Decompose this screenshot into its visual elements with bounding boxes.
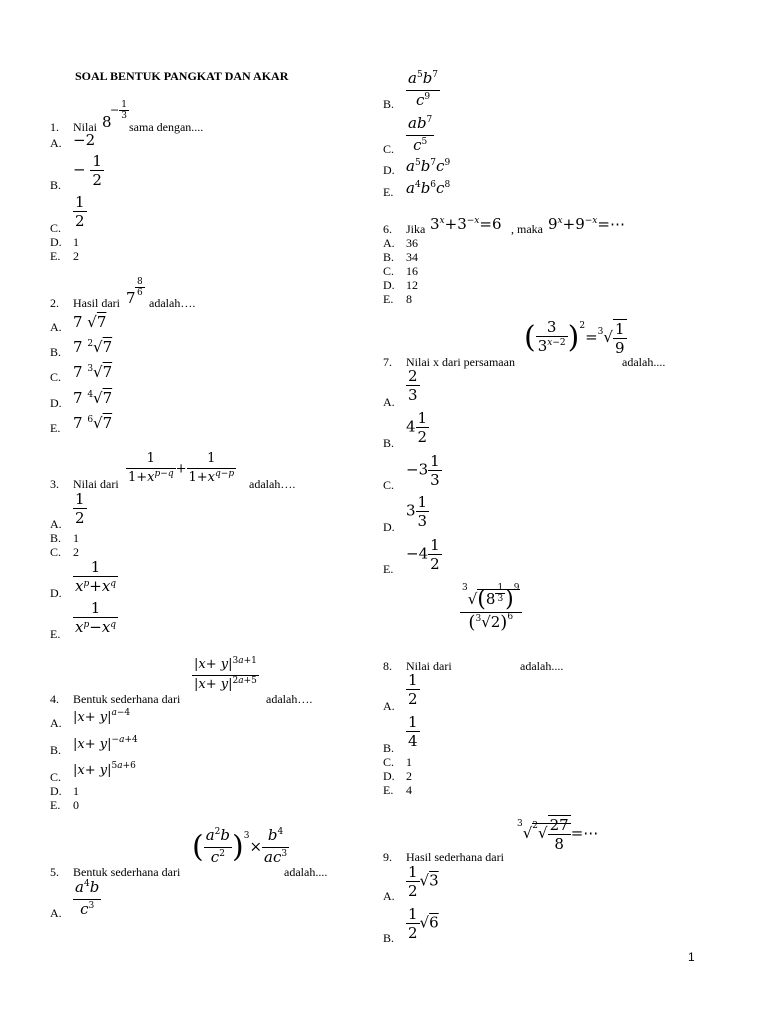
math-expression: $\frac{1}{1+x^{p-q}}$ + $\frac{1}{1+x^{q-p}}$ (126, 450, 236, 488)
math-expression: $\frac{1}{x^p-x^q}$ (73, 599, 118, 639)
math-expression: −3 $\frac{1}{3}$ (406, 452, 440, 489)
question-number: 7. (383, 355, 392, 369)
option-label: E. (383, 783, 394, 797)
option-label: E. (50, 798, 61, 812)
math-expression: $3^x+3^{-x}=6$ (430, 215, 502, 233)
math-exponent: $\frac{8}{6}$ (137, 277, 143, 298)
option-label: A. (50, 517, 62, 531)
option-label: C. (50, 370, 62, 384)
option-label: B. (383, 250, 395, 264)
math-expression: $|x+ y|^{5a+6}$ (73, 761, 136, 778)
option-label: A. (50, 136, 62, 150)
question-prefix: Jika (406, 222, 426, 236)
math-expression: $\frac{a^5b^7}{c^9}$ (406, 69, 440, 112)
math-expression: $\frac{1}{2}$ √3 (408, 863, 439, 900)
option-label: B. (50, 345, 62, 359)
question-prefix: Bentuk sederhana dari (73, 692, 181, 706)
math-expression: $^3$√$^2$√ $\frac{27}{8}$ =⋯ (517, 816, 599, 853)
option-answer: 8 (406, 292, 412, 306)
question-number: 3. (50, 477, 59, 491)
math-expression: − $\frac{1}{2}$ (73, 152, 102, 189)
math-expression: 7 $^6$√7 (73, 414, 113, 432)
option-answer: 1 (406, 755, 412, 769)
option-answer: 16 (406, 264, 418, 278)
option-label: C. (383, 142, 395, 156)
option-label: A. (383, 236, 395, 250)
math-expression: 7 (126, 289, 136, 307)
question-number: 2. (50, 296, 59, 310)
question-suffix: adalah…. (266, 692, 313, 706)
option-label: C. (383, 264, 395, 278)
option-label: D. (383, 769, 395, 783)
option-answer: 2 (73, 545, 79, 559)
question-suffix: adalah.... (622, 355, 666, 369)
option-label: A. (50, 716, 62, 730)
document-title: SOAL BENTUK PANGKAT DAN AKAR (75, 69, 289, 83)
option-label: E. (50, 249, 61, 263)
option-answer: 34 (406, 250, 418, 264)
option-label: B. (383, 741, 395, 755)
question-prefix: Nilai x dari persamaan (406, 355, 515, 369)
math-expression: $a^4b^6c^8$ (406, 179, 451, 197)
option-answer: 0 (73, 798, 79, 812)
question-middle: , maka (511, 222, 543, 236)
option-answer: 4 (406, 783, 412, 797)
math-expression: $\frac{ab^7}{c^5}$ (406, 114, 434, 157)
option-label: E. (383, 292, 394, 306)
math-expression: ( $\frac{a^2b}{c^2}$ )$^3$× $\frac{b^4}{ac^3}$ (192, 826, 289, 869)
math-expression: 3 $\frac{1}{3}$ (406, 493, 428, 530)
option-label: E. (383, 562, 394, 576)
option-label: C. (383, 755, 395, 769)
option-label: B. (383, 97, 395, 111)
option-label: E. (383, 185, 394, 199)
math-expression: 4 $\frac{1}{2}$ (406, 409, 428, 446)
math-expression: $\frac{1}{2}$ (408, 671, 418, 708)
math-expression: −2 (73, 131, 96, 149)
math-expression: 7 $^4$√7 (73, 389, 113, 407)
option-label: A. (383, 699, 395, 713)
math-expression: $\frac{1}{4}$ (408, 713, 418, 750)
math-expression: 7 √7 (73, 313, 107, 331)
question-number: 5. (50, 865, 59, 879)
math-expression: $|x+ y|^{a-4}$ (73, 708, 131, 725)
math-expression: $\frac{a^4b}{c^3}$ (73, 878, 101, 921)
question-prefix: Hasil sederhana dari (406, 850, 504, 864)
option-label: D. (383, 278, 395, 292)
math-expression: $\frac{1}{x^p+x^q}$ (73, 558, 118, 598)
question-suffix: adalah…. (149, 296, 196, 310)
question-prefix: Bentuk sederhana dari (73, 865, 181, 879)
math-expression: 7 $^3$√7 (73, 363, 113, 381)
option-answer: 2 (73, 249, 79, 263)
option-label: A. (383, 889, 395, 903)
option-label: D. (50, 235, 62, 249)
math-expression: 7 $^2$√7 (73, 338, 113, 356)
question-suffix: adalah…. (249, 477, 296, 491)
math-expression: $\frac{1}{2}$ (75, 193, 85, 230)
option-label: B. (50, 743, 62, 757)
option-answer: 2 (406, 769, 412, 783)
question-suffix: adalah.... (284, 865, 328, 879)
option-label: A. (50, 906, 62, 920)
option-label: A. (383, 395, 395, 409)
option-label: D. (50, 396, 62, 410)
option-answer: 1 (73, 784, 79, 798)
question-number: 8. (383, 659, 392, 673)
option-label: D. (383, 163, 395, 177)
option-label: E. (50, 627, 61, 641)
math-expression: $^3$√(8 $^{\frac{1}{3}}$ )$^9$ $(^3√2)^6$ (462, 583, 520, 633)
option-label: B. (50, 531, 62, 545)
math-expression: $9^x+9^{-x}=\cdots$ (548, 215, 625, 233)
option-answer: 1 (73, 235, 79, 249)
math-expression: ( $\frac{3}{3^{x-2}}$ )$^2$=$^3$√ $\frac{1}{9}$ (524, 318, 625, 357)
math-expression: $\frac{1}{2}$ √6 (408, 905, 439, 942)
math-expression: −4 $\frac{1}{2}$ (406, 536, 440, 573)
question-number: 6. (383, 222, 392, 236)
question-prefix: Hasil dari (73, 296, 120, 310)
option-label: D. (50, 586, 62, 600)
option-label: C. (383, 478, 395, 492)
question-number: 4. (50, 692, 59, 706)
question-suffix: adalah.... (520, 659, 564, 673)
option-label: B. (383, 436, 395, 450)
option-answer: 12 (406, 278, 418, 292)
option-label: D. (50, 784, 62, 798)
option-label: C. (50, 770, 62, 784)
option-label: C. (50, 545, 62, 559)
math-expression: 8 (102, 113, 112, 131)
math-expression: $\frac{2}{3}$ (408, 367, 418, 404)
option-answer: 36 (406, 236, 418, 250)
option-label: E. (50, 421, 61, 435)
question-suffix: sama dengan.... (129, 120, 204, 134)
question-prefix: Nilai (73, 120, 97, 134)
math-expression: $\frac{|x+ y|^{3a+1}}{|x+ y|^{2a+5}}$ (192, 656, 259, 695)
math-expression: $a^5b^7c^9$ (406, 157, 451, 175)
math-expression: $\frac{1}{2}$ (75, 490, 85, 527)
math-exponent: − $\frac{1}{3}$ (110, 100, 127, 121)
option-label: C. (50, 221, 62, 235)
question-prefix: Nilai dari (73, 477, 119, 491)
question-number: 9. (383, 850, 392, 864)
option-label: D. (383, 520, 395, 534)
option-label: B. (50, 178, 62, 192)
option-label: B. (383, 931, 395, 945)
question-prefix: Nilai dari (406, 659, 452, 673)
option-label: A. (50, 320, 62, 334)
math-expression: $|x+ y|^{-a+4}$ (73, 735, 138, 752)
page-number: 1 (688, 950, 695, 964)
option-answer: 1 (73, 531, 79, 545)
question-number: 1. (50, 120, 59, 134)
